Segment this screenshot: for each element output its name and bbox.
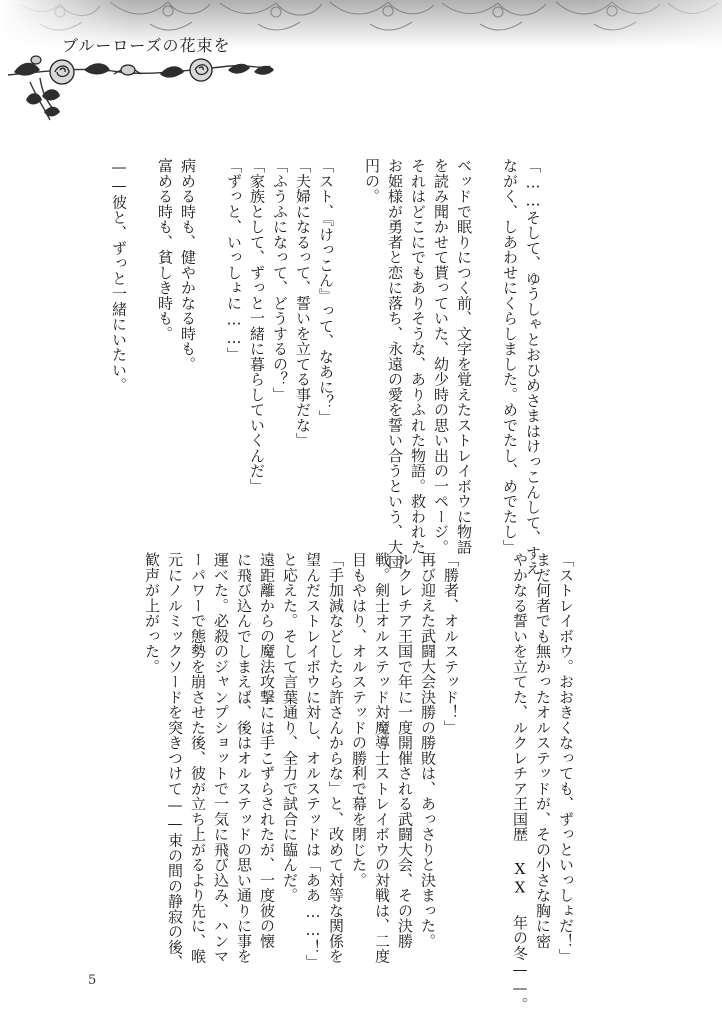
dialogue-line: 「ストレイボウ。おおきくなっても、ずっといっしょだ！」 — [557, 552, 575, 964]
text-line: 遠距離からの魔法攻撃には手こずらされたが、一度彼の懐 — [258, 552, 276, 949]
text-line: 運べた。必殺のジャンプショットで一気に飛び込み、ハンマ — [212, 552, 230, 964]
text-line: 元にノルミックソードを突きつけて——束の間の静寂の後、 — [166, 552, 184, 970]
page-title: ブルーローズの花束を — [62, 36, 231, 55]
dialogue-line: 「ずっと、いっしょに……」 — [225, 158, 243, 363]
text-line — [337, 158, 360, 538]
text-line — [199, 158, 222, 538]
dialogue-line: 「スト、『けっこん』って、なあに？」 — [317, 158, 335, 425]
text-line: 「……そして、ゆうしゃとおひめさまはけっこんして、すえ — [524, 158, 542, 576]
text-line: 再び迎えた武闘大会決勝の勝敗は、あっさりと決まった。 — [419, 552, 437, 949]
text-line: ながく、しあわせにくらしました。めでたし、めでたし」 — [501, 158, 519, 555]
page-number: 5 — [88, 973, 97, 988]
text-line: ルクレチア王国で年に一度開催される武闘大会、その決勝 — [396, 552, 414, 949]
text-line: 歓声が上がった。 — [143, 552, 161, 674]
text-line: 病める時も、健やかなる時も。 — [179, 158, 197, 372]
text-line: 富める時も、貧しき時も。 — [156, 158, 174, 341]
text-line: ——彼と、ずっと一緒にいたい。 — [110, 158, 128, 393]
text-line — [130, 158, 153, 538]
text-line: と応えた。そして言葉通り、全力で試合に臨んだ。 — [281, 552, 299, 903]
text-line: に飛び込んでしまえば、後はオルステッドの思い通りに事を — [235, 552, 253, 964]
text-line: 目もやはり、オルステッドの勝利で幕を閉じた。 — [350, 552, 368, 888]
dialogue-line: 「ふうふになって、どうするの？」 — [271, 158, 289, 402]
text-line: やかなる誓いを立てた、ルクレチア王国歴 XX 年の冬——。 — [511, 552, 529, 1013]
text-line: 戦。剣士オルステッド対魔導士ストレイボウの対戦は、二度 — [373, 552, 391, 964]
text-line: ーパワーで態勢を崩させた後、彼が立ち上がるより先に、喉 — [189, 552, 207, 964]
body-text-upper — [107, 158, 544, 576]
dialogue-line: 「夫婦になるって、誓いを立てる事だな」 — [294, 158, 312, 448]
dialogue-line: 「勝者、オルステッド！」 — [442, 552, 460, 735]
rose-icon — [190, 59, 212, 81]
dialogue-line: 「家族として、ずっと一緒に暮らしていくんだ」 — [248, 158, 266, 494]
text-line: まだ何者でも無かったオルステッドが、その小さな胸に密 — [534, 552, 552, 949]
text-line: を読み聞かせて貰っていた、幼少時の思い出の一ページ。 — [432, 158, 450, 555]
body-text-lower — [140, 552, 577, 1013]
text-line: 円の。 — [363, 158, 381, 204]
text-line: 望んだストレイボウに対し、オルステッドは「ああ……！」 — [304, 552, 322, 970]
text-line: それはどこにでもありそうな、ありふれた物語。救われた — [409, 158, 427, 555]
text-line: ベッドで眠りにつく前、文字を覚えたストレイボウに物語 — [455, 158, 473, 555]
rosebud-icon — [31, 56, 141, 75]
text-line — [485, 552, 508, 944]
text-line — [462, 552, 485, 944]
text-line — [475, 158, 498, 538]
text-line: お姫様が勇者と恋に落ち、永遠の愛を誓い合うという、大団 — [386, 158, 404, 570]
rose-ornament-header — [0, 0, 722, 130]
text-line: 「手加減などしたら許さんからな」と、改めて対等な関係を — [327, 552, 345, 964]
rose-icon — [50, 60, 74, 84]
